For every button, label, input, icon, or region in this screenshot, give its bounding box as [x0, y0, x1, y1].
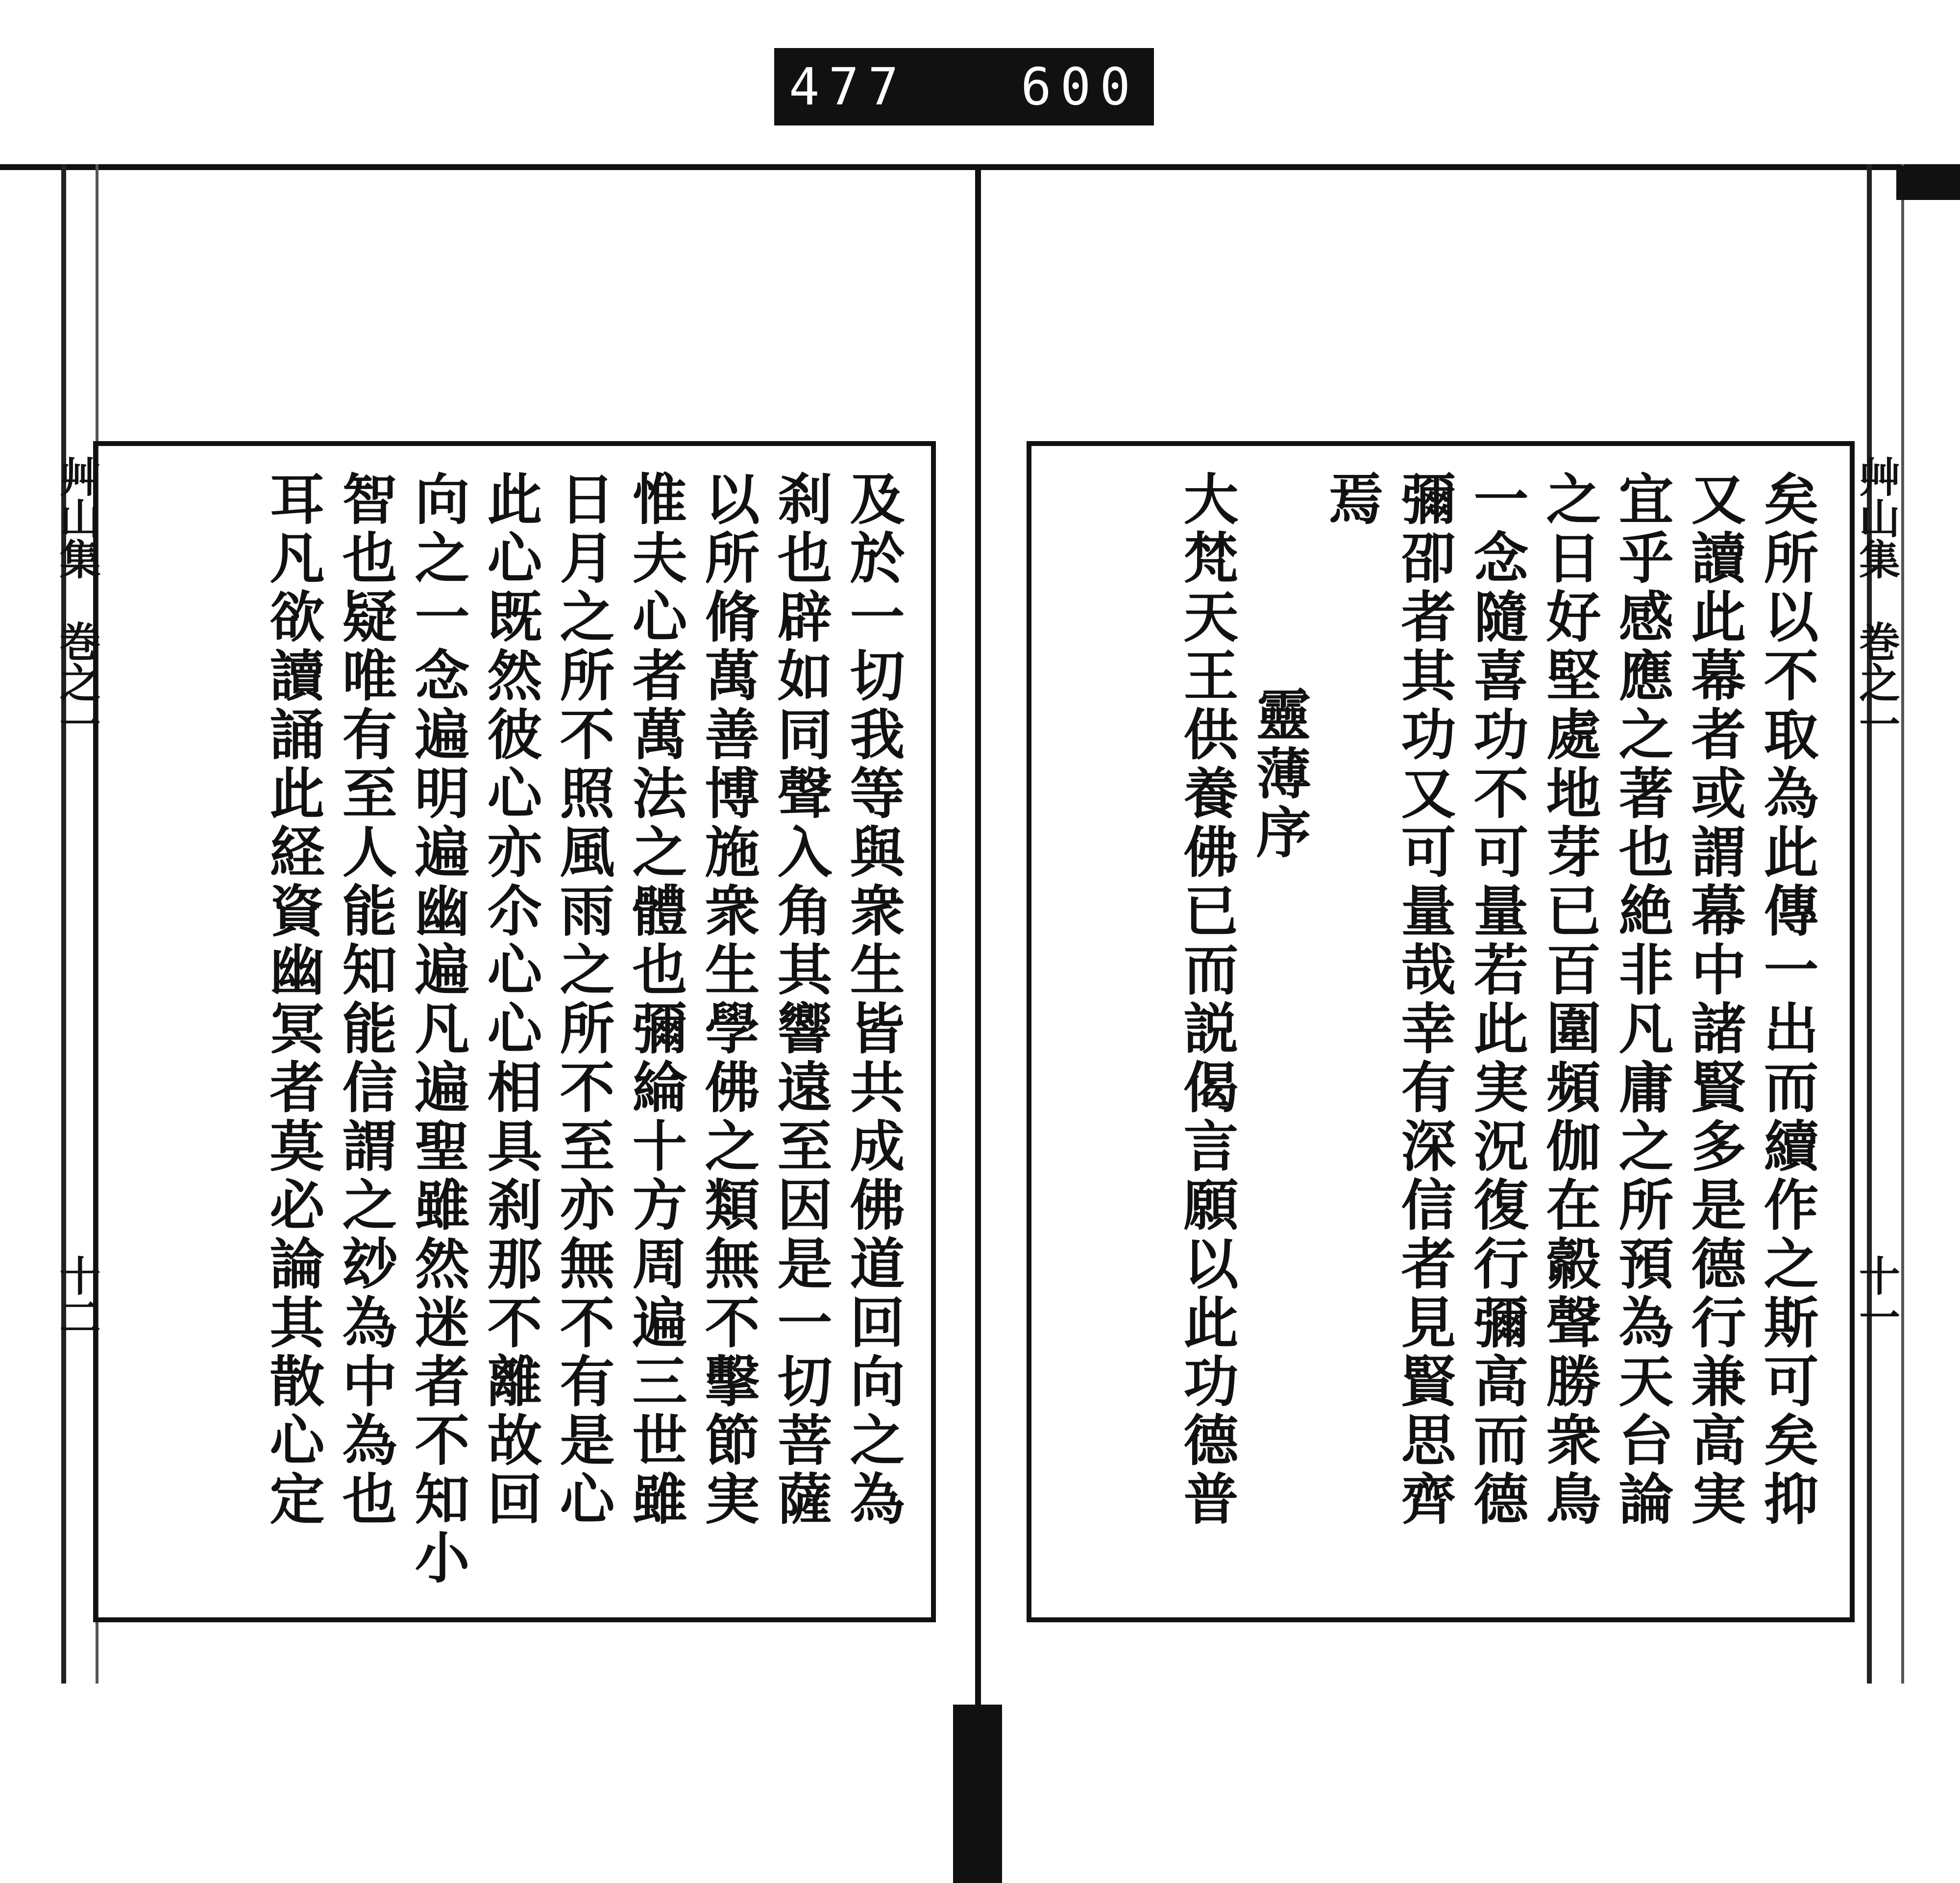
left-gutter [53, 441, 101, 1622]
counter-right: 600 [1021, 57, 1139, 117]
frame-counter [774, 48, 1154, 125]
right-gutter-title: 艸山集 巻之一 [1852, 456, 1901, 744]
right-column: 大梵天王供養佛已而説偈言願以此功德普 [1175, 471, 1239, 1529]
spine-clip [953, 1705, 1002, 1883]
counter-left: 477 [789, 57, 907, 117]
right-gutter [1852, 441, 1901, 1622]
book-spine [975, 166, 981, 1714]
right-column: 矣所以不取為此傳一出而續作之斯可矣抑 [1755, 471, 1819, 1529]
left-column: 及於一切我等與衆生皆共成佛道回向之為 [841, 471, 905, 1529]
left-column: 向之一念遍明遍幽遍凡遍聖雖然迷者不知小 [406, 471, 470, 1588]
right-column: 彌卲者其功又可量哉幸有深信者見賢思齊 [1392, 471, 1456, 1529]
left-column: 此心既然彼心亦尒心心相具刹那不離故回 [478, 471, 542, 1529]
right-column: 焉 [1320, 471, 1384, 529]
right-page-frame [1027, 441, 1855, 1622]
left-page-frame [93, 441, 936, 1622]
right-page-columns [1061, 471, 1823, 1603]
left-column: 智也疑唯有至人能知能信謂之玅為中為也 [333, 471, 397, 1529]
right-column: 又讀此幕者或謂幕中諸賢多是德行兼高実 [1682, 471, 1746, 1529]
left-page-number: 十二 [53, 1255, 101, 1337]
left-column: 惟夫心者萬法之體也彌綸十方周遍三世雖 [623, 471, 687, 1529]
left-page-columns [127, 471, 909, 1603]
right-clip [1896, 166, 1960, 200]
left-gutter-title: 艸山集 巻之一 [53, 456, 101, 744]
right-page-number: 十一 [1852, 1255, 1901, 1337]
left-column: 以所脩萬善博施衆生學佛之類無不擊節実 [696, 471, 760, 1529]
left-column: 日月之所不照風雨之所不至亦無不有是心 [551, 471, 615, 1529]
left-column: 耳凡欲讀誦此経資幽冥者莫必論其散心定 [261, 471, 325, 1529]
right-column: 一念隨喜功不可量若此実況復行彌高而德 [1465, 471, 1529, 1529]
right-column: 宜乎感應之著也絶非凡庸之所預為天台論 [1610, 471, 1674, 1529]
right-column: 之日好堅處地芽已百圍頻伽在㲉聲勝衆鳥 [1537, 471, 1601, 1529]
left-column: 刹也辟如同聲入角其響遠至因是一切菩薩 [768, 471, 833, 1529]
section-title: 靈薄序 [1247, 686, 1311, 863]
